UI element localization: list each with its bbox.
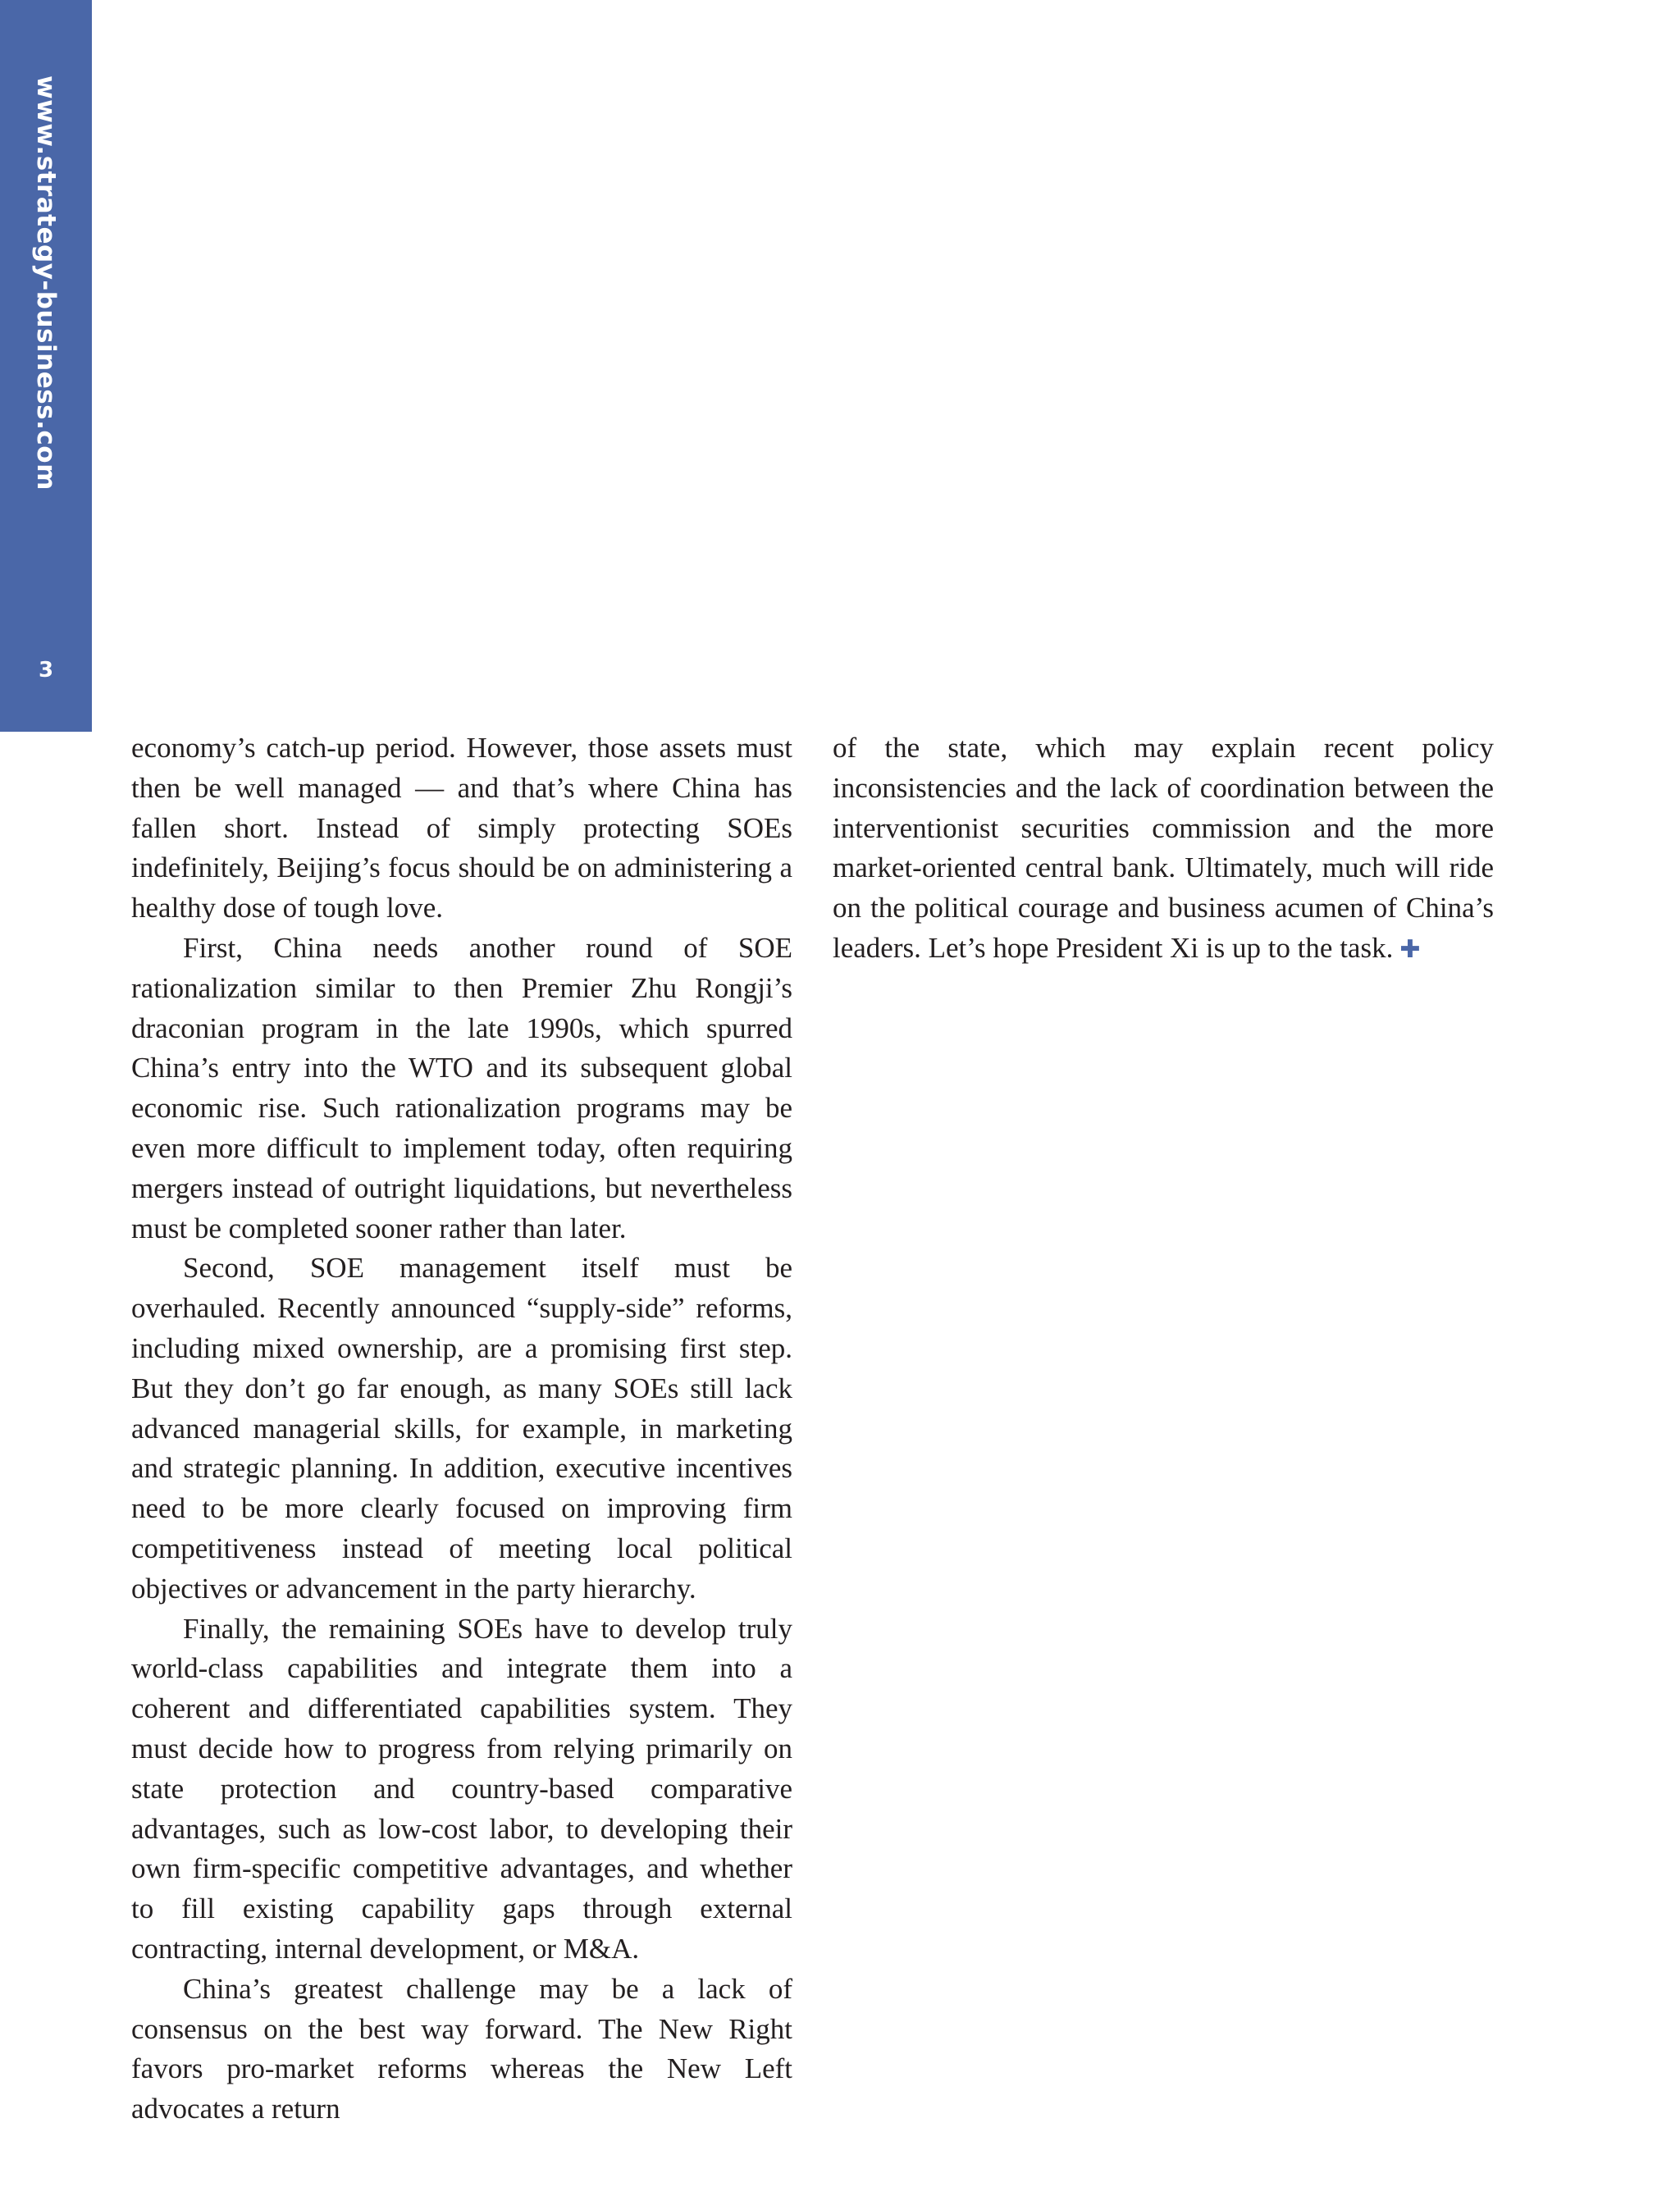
- right-column: [833, 728, 1494, 970]
- left-column: [131, 728, 792, 2130]
- paragraph: Finally, the remaining SOEs have to develop truly world-class capabilities and integrate them into a coherent and differentiated capabilities system. They must decide how to progress from relying primarily on state protection and country-based comparative advantages, such as low-cost labor, to developing their own firm-specific competitive advantages, and whether to fill existing capability gaps through external contracting, internal development, or M&A.: [131, 1612, 792, 1965]
- paragraph: economy’s catch-up period. However, those assets must then be well managed — and that’s where China has fallen short. Instead of simply protecting SOEs indefinitely, Beijing’s focus should be on administering a healthy dose of tough love.: [131, 732, 792, 924]
- sidebar-band: [0, 0, 92, 732]
- paragraph-closing: [833, 728, 1494, 970]
- plus-end-mark-icon: ✚: [1399, 934, 1421, 964]
- paragraph: First, China needs another round of SOE rationalization similar to then Premier Zhu Rongji’s draconian program in the late 1990s, which spurred China’s entry into the WTO and its subsequent global economic rise. Such rationalization programs may be even more difficult to implement today, often requiring mergers instead of outright liquidations, but nevertheless must be completed sooner rather than later.: [131, 931, 792, 1244]
- page-number: 3: [38, 658, 54, 682]
- website-url[interactable]: www.strategy-business.com: [31, 75, 61, 491]
- paragraph: China’s greatest challenge may be a lack of consensus on the best way forward. The New Right favors pro-market reforms whereas the New Left advocates a return: [131, 1972, 792, 2125]
- paragraph: Second, SOE management itself must be overhauled. Recently announced “supply-side” reforms, including mixed ownership, are a promising first step. But they don’t go far enough, as many SOEs still lack advanced managerial skills, for example, in marketing and strategic planning. In addition, executive incentives need to be more clearly focused on improving firm competitiveness instead of meeting local political objectives or advancement in the party hierarchy.: [131, 1252, 792, 1605]
- paragraph-text: of the state, which may explain recent policy inconsistencies and the lack of coordination between the interventionist securities commission and the more market-oriented central bank. Ultimately, much will ride on the political courage and business acumen of China’s leaders. Let’s hope President Xi is up to the task.: [833, 732, 1494, 964]
